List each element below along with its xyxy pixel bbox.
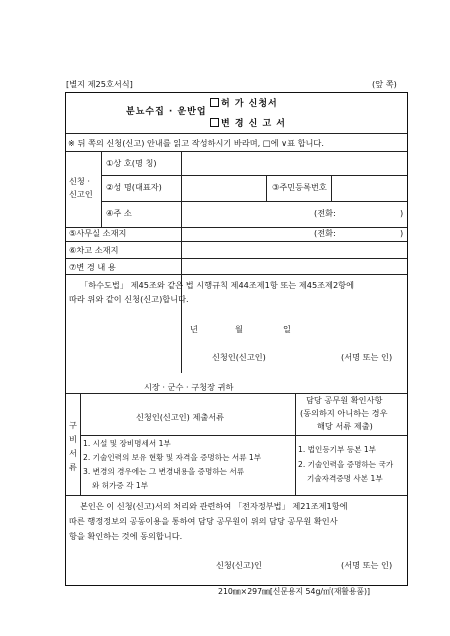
trade-name-label: ①상 호(명 칭): [106, 158, 157, 168]
change-details-label: ⑦변 경 내 용: [69, 262, 116, 272]
garage-location-field[interactable]: [184, 243, 405, 256]
permit-application-option[interactable]: [210, 98, 278, 110]
statement-line-2: 따라 위와 같이 신청(신고)합니다.: [69, 294, 189, 304]
applicant-section-label-1: 신청 ·: [69, 176, 91, 186]
resident-number-label: ③주민등록번호: [272, 182, 327, 192]
office-phone-label: (전화:: [314, 228, 336, 238]
change-report-option[interactable]: [210, 118, 286, 130]
application-form: [65, 92, 408, 586]
change-details-field[interactable]: [184, 260, 405, 273]
documents-side-label-1: 구: [69, 420, 77, 430]
business-type-title: 분뇨수집 · 운반업: [126, 107, 207, 117]
official-check-header-2: (동의하지 아니하는 경우: [300, 408, 388, 418]
paper-spec-footer: 210㎜×297㎜[신문용지 54g/㎡(재활용품)]: [218, 587, 371, 596]
applicant-signature-mark[interactable]: (서명 또는 인): [341, 352, 393, 362]
address-phone-label: (전화:: [314, 208, 336, 218]
applicant-document-item: 1. 시설 및 장비명세서 1부: [83, 439, 171, 448]
official-check-header-3: 해당 서류 제출): [317, 421, 373, 431]
change-report-label: 변 경 신 고 서: [221, 119, 287, 129]
applicant-document-item: 3. 변경의 경우에는 그 변경내용을 증명하는 서류: [83, 467, 245, 476]
date-day: 일: [283, 324, 291, 334]
applicant-signature-label: 신청인(신고인): [212, 352, 266, 362]
change-report-checkbox[interactable]: [210, 118, 219, 127]
permit-application-label: 허 가 신청서: [221, 99, 278, 109]
address-label: ④주 소: [106, 208, 132, 218]
instruction-text: ※ 뒤 쪽의 신청(신고) 안내를 읽고 작성하시기 바라며, □에 ∨표 합니다.: [68, 138, 324, 148]
date-year: 년: [190, 324, 198, 334]
resident-number-field[interactable]: [334, 177, 405, 195]
official-document-item: 2. 기술인력을 증명하는 국가: [298, 460, 394, 469]
applicant-document-item: 2. 기술인력의 보유 현황 및 자격을 증명하는 서류 1부: [83, 453, 262, 462]
official-check-header-1: 담당 공무원 확인사항: [306, 395, 383, 405]
addressee: 시장 · 군수 · 구청장 귀하: [144, 382, 234, 392]
documents-side-label-2: 비: [69, 434, 77, 444]
date-month: 월: [235, 324, 243, 334]
page-side-label: (앞 쪽): [372, 79, 397, 89]
name-label: ②성 명(대표자): [106, 182, 162, 192]
consent-line-2: 따른 행정정보의 공동이용을 통하여 담당 공무원이 위의 담당 공무원 확인사: [69, 516, 338, 526]
applicant-document-item: 와 허가증 각 1부: [92, 481, 149, 490]
trade-name-field[interactable]: [184, 153, 405, 171]
documents-side-label-3: 서: [69, 448, 77, 458]
documents-side-label-4: 류: [69, 462, 77, 472]
office-location-field[interactable]: [184, 227, 405, 240]
official-document-item: 1. 법인등기부 등본 1부: [298, 445, 377, 454]
address-field[interactable]: [184, 203, 405, 223]
garage-location-label: ⑥차고 소재지: [69, 245, 119, 255]
consent-signer-label: 신청(신고)인: [216, 560, 262, 570]
office-phone-close: ): [400, 228, 404, 238]
address-phone-close: ): [400, 208, 404, 218]
consent-signature-mark[interactable]: (서명 또는 인): [341, 560, 393, 570]
name-field[interactable]: [184, 177, 266, 195]
statement-line-1: 「하수도법」 제45조와 같은 법 시행규칙 제44조제1항 또는 제45조제2항에: [80, 280, 354, 290]
permit-checkbox[interactable]: [210, 98, 219, 107]
office-location-label: ⑤사무실 소재지: [69, 228, 127, 238]
applicant-documents-header: 신청인(신고인) 제출서류: [136, 412, 225, 422]
form-number: [별지 제25호서식]: [66, 79, 133, 89]
official-document-item: 기술자격증명 사본 1부: [307, 474, 383, 483]
consent-line-1: 본인은 이 신청(신고)서의 처리와 관련하여 「전자정부법」 제21조제1항에: [80, 501, 348, 511]
applicant-section-label-2: 신고인: [69, 189, 93, 199]
consent-line-3: 항을 확인하는 것에 동의합니다.: [69, 531, 183, 541]
